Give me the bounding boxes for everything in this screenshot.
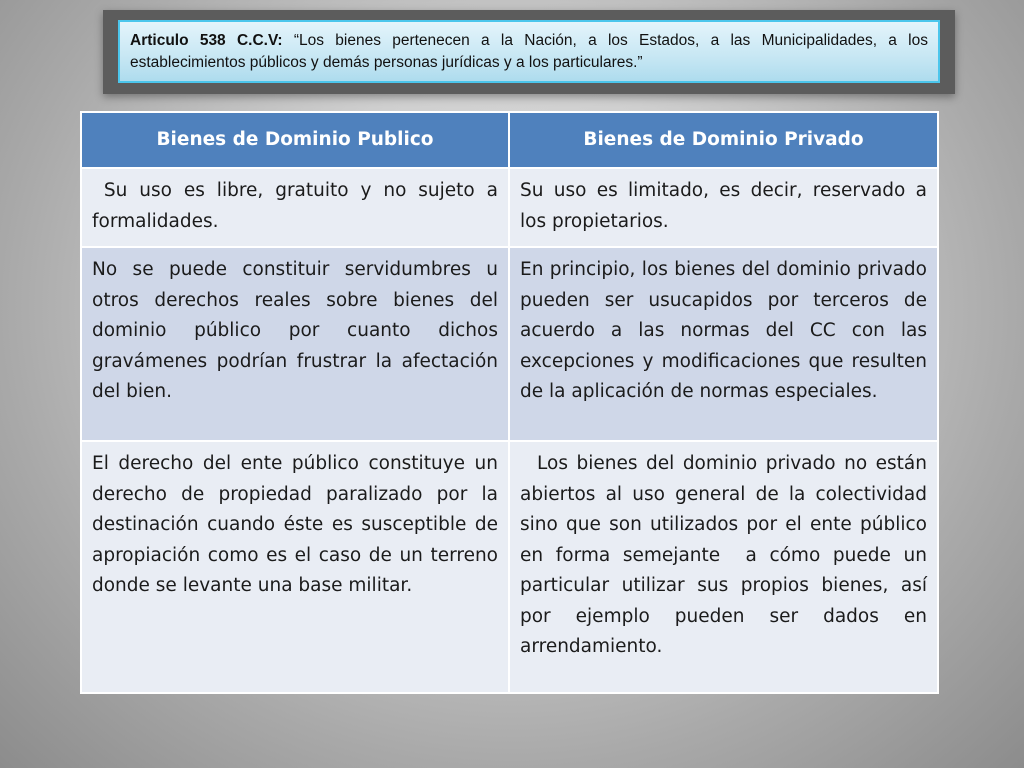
table-header-row: [81, 112, 938, 168]
cell-publico-servidumbres: No se puede constituir servidumbres u otros derechos reales sobre bienes del dominio público por cuanto dichos gravámenes podrían frustrar la afectación del bien.: [81, 247, 509, 441]
header-dominio-privado: Bienes de Dominio Privado: [509, 112, 938, 168]
cell-publico-derecho: El derecho del ente público constituye un derecho de propiedad paralizado por la destinación cuando éste es susceptible de apropiación como es el caso de un terreno donde se levante una base militar.: [81, 441, 509, 693]
article-quote: “Los bienes pertenecen a la Nación, a los Estados, a las Municipalidades, a los establecimientos públicos y demás personas jurídicas y a los particulares.”: [130, 32, 928, 71]
article-reference: Articulo 538 C.C.V:: [130, 32, 283, 49]
comparison-table: [80, 111, 939, 694]
cell-privado-uso-general: Los bienes del dominio privado no están abiertos al uso general de la colectividad sino que son utilizados por el ente público en forma semejante a cómo puede un particular utilizar sus propios bienes, así por ejemplo pueden ser dados en arrendamiento.: [509, 441, 938, 693]
cell-privado-usucapion: En principio, los bienes del dominio privado pueden ser usucapidos por terceros de acuerdo a las normas del CC con las excepciones y modificaciones que resulten de la aplicación de normas especiales.: [509, 247, 938, 441]
cell-publico-uso: Su uso es libre, gratuito y no sujeto a formalidades.: [81, 168, 509, 247]
table-row: [81, 247, 938, 441]
article-quote-box: [118, 20, 940, 83]
header-dominio-publico: Bienes de Dominio Publico: [81, 112, 509, 168]
table-row: [81, 441, 938, 693]
table-row: [81, 168, 938, 247]
cell-privado-uso: Su uso es limitado, es decir, reservado a los propietarios.: [509, 168, 938, 247]
article-frame: [103, 10, 955, 94]
